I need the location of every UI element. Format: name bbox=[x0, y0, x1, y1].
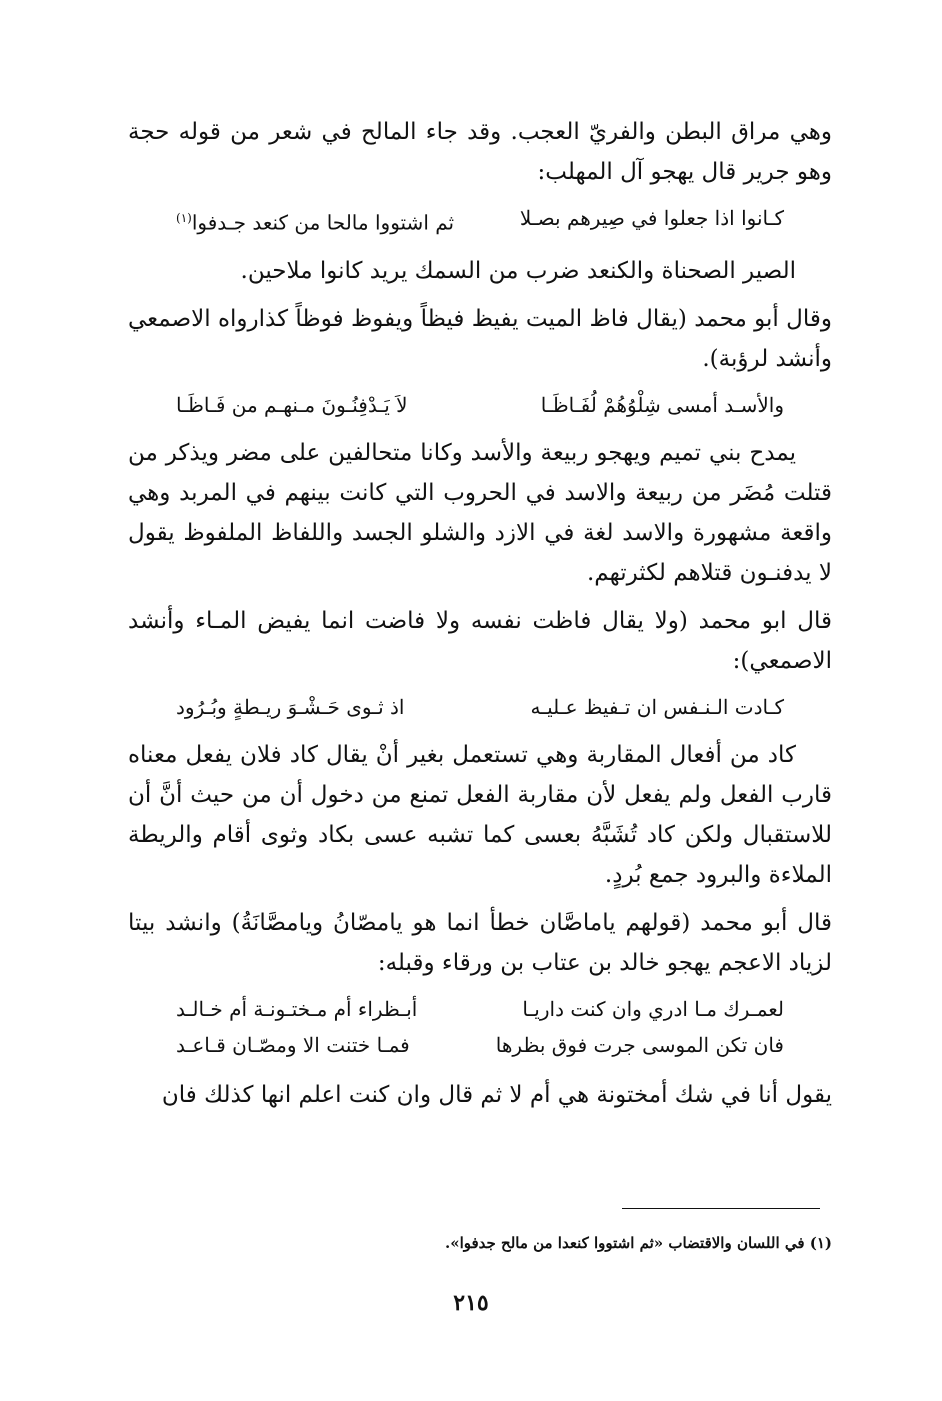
couplets bbox=[128, 991, 832, 1063]
verse-2-second-hemistich: لاَ يَـدْفِنُـونَ مـنهـم من فَـاظَـا bbox=[176, 392, 408, 417]
verse-3 bbox=[176, 689, 784, 725]
footnote-marker: (١) bbox=[176, 211, 192, 225]
paragraph-7: قال أبو محمد (قولهم ياماصَّان خطأ انما هو يامصّانُ ويامصَّانَةُ) وانشد بيتا لزياد الاعجم يهجو خالد بن عتاب بن ورقاء وقبله: bbox=[128, 909, 832, 976]
paragraph-1: وهي مراق البطن والفريّ العجب. وقد جاء المالح في شعر من قوله حجة وهو جرير قال يهجو آل المهلب: bbox=[128, 119, 832, 185]
verse-3-second-hemistich: اذ ثـوى حَـشْـوَ ريـطةٍ وبُـرُود bbox=[176, 694, 405, 719]
verse-5-first-hemistich: فان تكن الموسى جرت فوق بظرها bbox=[495, 1032, 784, 1057]
paragraph-8: يقول أنا في شك أمختونة هي أم لا ثم قال وان كنت اعلم انها كذلك فان bbox=[161, 1081, 832, 1108]
verse-4 bbox=[176, 991, 784, 1027]
verse-5-second-hemistich: فمـا ختنت الا ومصّـان قـاعـد bbox=[176, 1032, 410, 1057]
paragraph-3: وقال أبو محمد (يقال فاظ الميت يفيظ فيظاً ويفوظ فوظاً كذارواه الاصمعي وأنشد لرؤبة). bbox=[128, 305, 832, 372]
verse-1-second-hemistich-text: ثم اشتووا مالحا من كنعد جـدفوا bbox=[191, 210, 455, 235]
page-number: ٢١٥ bbox=[453, 1290, 489, 1316]
verse-1-first-hemistich: كـانوا اذا جعلوا في صِيرهم بصـلا bbox=[519, 206, 784, 230]
verse-3-first-hemistich: كـادت الـنـفس ان تـفيظ عـليـه bbox=[530, 694, 784, 719]
verse-1-second-hemistich bbox=[176, 200, 454, 241]
verse-5 bbox=[176, 1027, 784, 1063]
verse-1 bbox=[176, 200, 784, 241]
paragraph-4: يمدح بني تميم ويهجو ربيعة والأسد وكانا متحالفين على مضر ويذكر من قتلت مُضَر من ربيعة والاسد في الحروب التي كانت بينهم في المربد وهي واقعة مشهورة والاسد لغة في الازد والشلو الجسد واللفاظ الملفوظ يقول لا يدفنـون قتلاهم لكثرتهم. bbox=[128, 439, 832, 586]
footnote: (١) في اللسان والاقتضاب «ثم اشتووا كنعدا من مالح جدفوا». bbox=[444, 1234, 832, 1252]
paragraph-2: الصير الصحناة والكنعد ضرب من السمك يريد كانوا ملاحين. bbox=[240, 257, 796, 284]
footnote-divider bbox=[622, 1208, 820, 1209]
verse-4-second-hemistich: أبـظراء أم مـختـونـة أم خـالـد bbox=[176, 996, 418, 1021]
body-text bbox=[128, 112, 832, 1123]
verse-2 bbox=[176, 387, 784, 423]
verse-2-first-hemistich: والأسـد أمسى شِلْوُهُمْ لُفَـاظَـا bbox=[540, 392, 784, 417]
verse-4-first-hemistich: لعمـرك مـا ادري وان كنت داريـا bbox=[522, 996, 784, 1021]
paragraph-5: قال ابو محمد (ولا يقال فاظت نفسه ولا فاضت انما يفيض المـاء وأنشد الاصمعي): bbox=[128, 607, 832, 674]
paragraph-6: كاد من أفعال المقاربة وهي تستعمل بغير أنْ يقال كاد فلان يفعل معناه قارب الفعل ولم يفعل لأن مقاربة الفعل تمنع من دخول أن من حيث أنَّ أن للاستقبال ولكن كاد تُشَبَّهُ بعسى كما تشبه عسى بكاد وثوى أقام والريطة الملاءة والبرود جمع بُردٍ. bbox=[128, 741, 832, 888]
